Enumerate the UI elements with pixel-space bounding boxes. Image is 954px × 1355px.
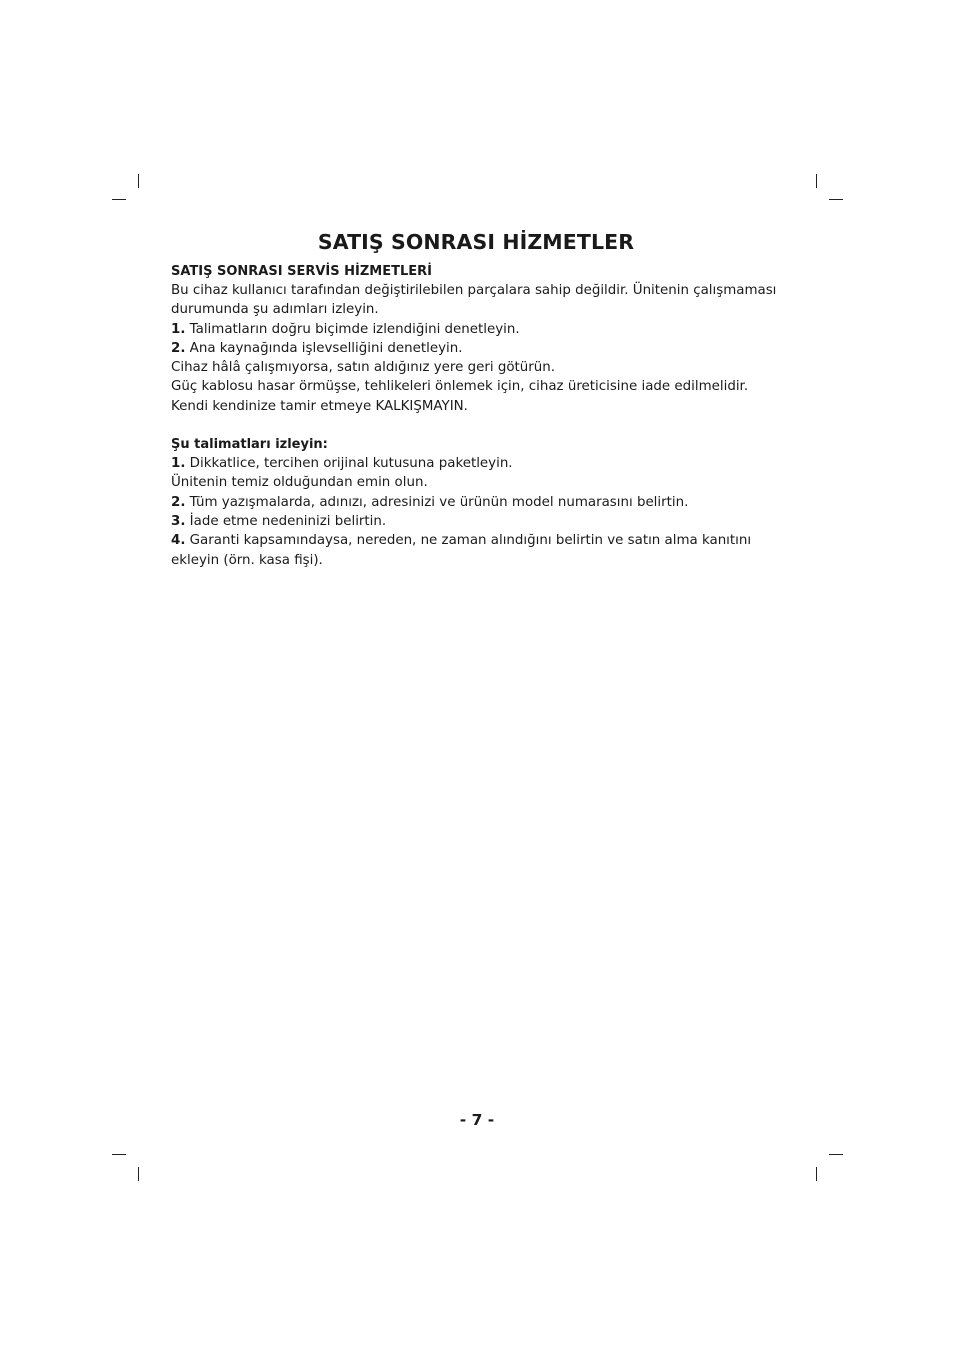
note-line: Güç kablosu hasar örmüşse, tehlikeleri önlemek için, cihaz üreticisine iade edilmelidir. bbox=[171, 379, 749, 395]
list-item bbox=[171, 454, 791, 473]
crop-mark bbox=[829, 199, 843, 200]
step-number: 2. bbox=[171, 494, 186, 510]
step-number: 1. bbox=[171, 321, 186, 337]
page-title: SATIŞ SONRASI HİZMETLER bbox=[317, 230, 635, 254]
step-number: 2. bbox=[171, 340, 186, 356]
crop-mark bbox=[816, 1167, 817, 1181]
step-text: Talimatların doğru biçimde izlendiğini denetleyin. bbox=[189, 321, 520, 337]
page-number: - 7 - bbox=[459, 1111, 495, 1129]
step-text: Dikkatlice, tercihen orijinal kutusuna paketleyin. bbox=[189, 456, 513, 472]
spacer bbox=[171, 416, 791, 435]
crop-mark bbox=[816, 174, 817, 188]
step-number: 4. bbox=[171, 533, 186, 549]
step-text: Garanti kapsamındaysa, nereden, ne zaman alındığını belirtin ve satın alma kanıtını ekleyin (örn. kasa fişi). bbox=[171, 533, 752, 568]
note-line: Kendi kendinize tamir etmeye KALKIŞMAYIN. bbox=[171, 398, 468, 414]
intro-paragraph: Bu cihaz kullanıcı tarafından değiştirilebilen parçalara sahip değildir. Ünitenin çalışmaması durumunda şu adımları izleyin. bbox=[171, 283, 777, 318]
step-number: 3. bbox=[171, 513, 186, 529]
list-item bbox=[171, 493, 791, 512]
document-body bbox=[171, 228, 791, 570]
step-number: 1. bbox=[171, 456, 186, 472]
note-line: Ünitenin temiz olduğundan emin olun. bbox=[171, 475, 428, 491]
step-text: Tüm yazışmalarda, adınızı, adresinizi ve ürünün model numarasını belirtin. bbox=[189, 494, 689, 510]
note-line: Cihaz hâlâ çalışmıyorsa, satın aldığınız yere geri götürün. bbox=[171, 360, 555, 376]
list-item bbox=[171, 320, 791, 339]
section-heading: SATIŞ SONRASI SERVİS HİZMETLERİ bbox=[171, 264, 432, 279]
step-text: Ana kaynağında işlevselliğini denetleyin. bbox=[189, 340, 463, 356]
crop-mark bbox=[112, 199, 126, 200]
list-item bbox=[171, 339, 791, 358]
crop-mark bbox=[112, 1154, 126, 1155]
list-item bbox=[171, 512, 791, 531]
step-text: İade etme nedeninizi belirtin. bbox=[189, 513, 387, 529]
list-item bbox=[171, 531, 791, 570]
crop-mark bbox=[829, 1154, 843, 1155]
section-heading: Şu talimatları izleyin: bbox=[171, 437, 328, 453]
crop-mark bbox=[138, 1167, 139, 1181]
crop-mark bbox=[138, 174, 139, 188]
